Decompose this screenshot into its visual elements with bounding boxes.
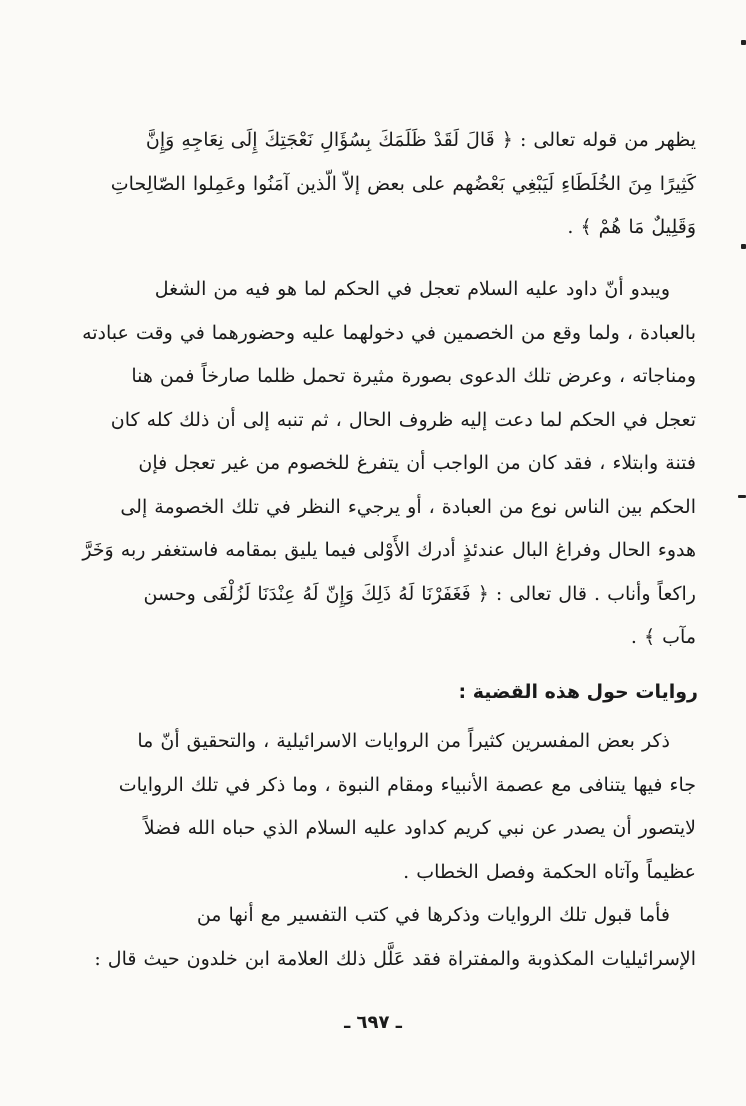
text-line: كَثِيرًا مِنَ الخُلَطَاءِ لَيَبْغِي بَعْضُهم على بعض إلاّ الّذين آمَنُوا وعَمِلوا الصّالِحاتِ: [110, 172, 696, 195]
text-line: الحكم بين الناس نوع من العبادة ، أو يرجيء النظر في تلك الخصومة إلى: [120, 495, 696, 518]
scan-edge-mark: [738, 495, 746, 498]
text-line: مآب ﴾ .: [630, 626, 696, 648]
text-line: الإسرائيليات المكذوبة والمفتراة فقد عَلَّل ذلك العلامة ابن خلدون حيث قال :: [94, 947, 696, 970]
text-line: يظهر من قوله تعالى : ﴿ قَالَ لَقَدْ ظَلَمَكَ بِسُؤَالِ نَعْجَتِكَ إِلَى نِعَاجِهِ وَإِنَّ: [145, 129, 696, 151]
section-heading: روايات حول هذه القضية :: [458, 681, 698, 703]
paragraph-ibn-khaldun: [54, 894, 696, 981]
text-line: وَقَلِيلٌ مَا هُمْ ﴾ .: [567, 216, 696, 238]
text-line: ومناجاته ، وعرض تلك الدعوى بصورة مثيرة تحمل ظلما صارخاً فمن هنا: [131, 365, 696, 387]
text-line: جاء فيها يتنافى مع عصمة الأنبياء ومقام النبوة ، وما ذكر في تلك الروايات: [118, 773, 696, 796]
text-line: فأما قبول تلك الروايات وذكرها في كتب التفسير مع أنها من: [196, 904, 670, 926]
text-line: ويبدو أنّ داود عليه السلام تعجل في الحكم لما هو فيه من الشغل: [154, 278, 670, 300]
scan-edge-mark: [741, 40, 746, 45]
page-number: ـ ٦٩٧ ـ: [344, 1012, 402, 1033]
scan-edge-mark: [741, 244, 746, 249]
paragraph-dawud-explanation: [54, 268, 696, 660]
text-line: بالعبادة ، ولما وقع من الخصمين في دخولهما عليه وحضورهما في وقت عبادته: [82, 321, 696, 344]
text-line: ذكر بعض المفسرين كثيراً من الروايات الاسرائيلية ، والتحقيق أنّ ما: [137, 730, 670, 752]
text-line: راكعاً وأناب . قال تعالى : ﴿ فَغَفَرْنَا لَهُ ذَلِكَ وَإِنّ لَهُ عِنْدَنَا لَزُلْفَى وحسن: [143, 582, 696, 605]
paragraph-narrations: [54, 720, 696, 894]
text-line: هدوء الحال وفراغ البال عندئذٍ أدرك الأَوْلى فيما يليق بمقامه فاستغفر ربه وَخَرَّ: [82, 539, 696, 561]
text-line: فتنة وابتلاء ، فقد كان من الواجب أن يتفرغ للخصوم من غير تعجل فإن: [138, 452, 696, 474]
text-line: تعجل في الحكم لما دعت إليه ظروف الحال ، ثم تنبه إلى أن ذلك كله كان: [110, 408, 696, 431]
paragraph-quran-quote: [54, 119, 696, 250]
text-line: لايتصور أن يصدر عن نبي كريم كداود عليه السلام الذي حباه الله فضلاً: [143, 817, 696, 839]
text-line: عظيماً وآتاه الحكمة وفصل الخطاب .: [403, 860, 696, 883]
